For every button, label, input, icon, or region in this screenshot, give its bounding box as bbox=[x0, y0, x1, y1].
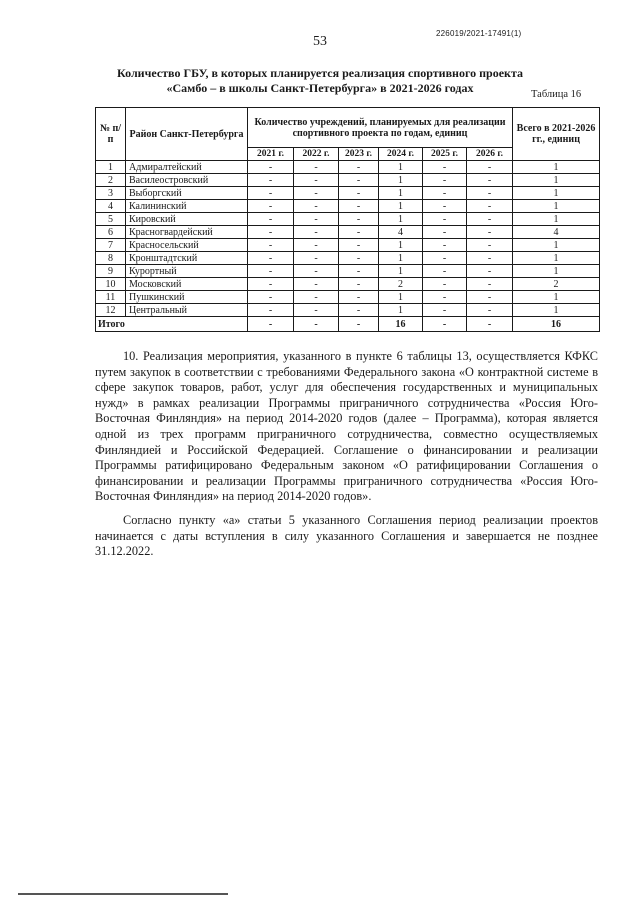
row-value: - bbox=[248, 291, 294, 304]
sambo-schools-table bbox=[95, 107, 600, 332]
row-total: 1 bbox=[513, 187, 600, 200]
header-year: 2025 г. bbox=[423, 148, 467, 161]
row-district: Кронштадтский bbox=[126, 252, 248, 265]
row-value: - bbox=[339, 278, 379, 291]
table-row bbox=[96, 226, 600, 239]
paragraph-10: 10. Реализация мероприятия, указанного в пункте 6 таблицы 13, осуществляется КФКС путем закупок в соответствии с требованиями Федерального закона «О контрактной системе в сфере закупок товаров, работ, услуг для обеспечения государственных и муниципальных нужд» в рамках реализации Программы приграничного сотрудничества «Россия Юго-Восточная Финляндия» на период 2014-2020 годов (далее – Программа), которая является одной из трех программ приграничного сотрудничества, совместно осуществляемых Финляндией и Российской Федерацией. Соглашение о финансировании и реализации Программы ратифицировано Федеральным законом «О ратифицировании Соглашения о финансировании и реализации Программы приграничного сотрудничества «Россия Юго-Восточная Финляндия» на период 2014-2020 годов». bbox=[95, 349, 598, 504]
row-value: - bbox=[248, 304, 294, 317]
table-row bbox=[96, 291, 600, 304]
row-value: 1 bbox=[379, 200, 423, 213]
grand-total: 16 bbox=[513, 317, 600, 332]
row-value: - bbox=[467, 226, 513, 239]
table-row bbox=[96, 278, 600, 291]
row-value: - bbox=[294, 226, 339, 239]
total-value: - bbox=[339, 317, 379, 332]
row-district: Пушкинский bbox=[126, 291, 248, 304]
header-count: Количество учреждений, планируемых для реализации спортивного проекта по годам, единиц bbox=[248, 108, 513, 148]
row-value: - bbox=[339, 265, 379, 278]
row-total: 1 bbox=[513, 200, 600, 213]
row-total: 1 bbox=[513, 174, 600, 187]
header-district: Район Санкт-Петербурга bbox=[126, 108, 248, 161]
header-year: 2021 г. bbox=[248, 148, 294, 161]
row-total: 1 bbox=[513, 161, 600, 174]
row-value: - bbox=[248, 226, 294, 239]
row-value: - bbox=[294, 265, 339, 278]
table-title bbox=[90, 66, 550, 96]
row-value: - bbox=[294, 174, 339, 187]
table-row bbox=[96, 200, 600, 213]
row-value: - bbox=[248, 265, 294, 278]
row-num: 12 bbox=[96, 304, 126, 317]
row-value: - bbox=[467, 278, 513, 291]
row-value: 1 bbox=[379, 187, 423, 200]
row-value: - bbox=[423, 304, 467, 317]
row-value: - bbox=[423, 213, 467, 226]
row-value: - bbox=[423, 252, 467, 265]
row-num: 1 bbox=[96, 161, 126, 174]
table-title-line-1: Количество ГБУ, в которых планируется реализация спортивного проекта bbox=[117, 66, 523, 80]
row-value: 4 bbox=[379, 226, 423, 239]
row-value: - bbox=[423, 226, 467, 239]
row-num: 2 bbox=[96, 174, 126, 187]
row-value: - bbox=[294, 239, 339, 252]
row-total: 4 bbox=[513, 226, 600, 239]
row-value: - bbox=[339, 161, 379, 174]
row-value: - bbox=[294, 252, 339, 265]
row-value: - bbox=[339, 239, 379, 252]
row-district: Центральный bbox=[126, 304, 248, 317]
paragraph-agreement-period: Согласно пункту «а» статьи 5 указанного Соглашения период реализации проектов начинается с даты вступления в силу указанного Соглашения и завершается не позднее 31.12.2022. bbox=[95, 513, 598, 559]
header-year: 2024 г. bbox=[379, 148, 423, 161]
row-value: - bbox=[423, 265, 467, 278]
row-value: - bbox=[339, 291, 379, 304]
total-label: Итого bbox=[96, 317, 248, 332]
row-num: 6 bbox=[96, 226, 126, 239]
row-district: Василеостровский bbox=[126, 174, 248, 187]
row-value: - bbox=[294, 213, 339, 226]
total-value: - bbox=[423, 317, 467, 332]
row-total: 1 bbox=[513, 265, 600, 278]
row-value: - bbox=[339, 200, 379, 213]
table-row bbox=[96, 239, 600, 252]
row-value: - bbox=[423, 239, 467, 252]
row-value: - bbox=[294, 278, 339, 291]
row-value: - bbox=[467, 291, 513, 304]
row-value: - bbox=[339, 252, 379, 265]
page-number: 53 bbox=[313, 34, 327, 49]
header-year: 2023 г. bbox=[339, 148, 379, 161]
row-value: - bbox=[467, 239, 513, 252]
row-value: 1 bbox=[379, 304, 423, 317]
row-value: - bbox=[423, 174, 467, 187]
row-value: 1 bbox=[379, 174, 423, 187]
table-row bbox=[96, 213, 600, 226]
row-value: - bbox=[294, 291, 339, 304]
row-value: - bbox=[423, 278, 467, 291]
row-value: - bbox=[248, 200, 294, 213]
row-num: 4 bbox=[96, 200, 126, 213]
row-value: - bbox=[467, 161, 513, 174]
table-row bbox=[96, 252, 600, 265]
row-district: Адмиралтейский bbox=[126, 161, 248, 174]
total-value: - bbox=[294, 317, 339, 332]
table-row bbox=[96, 174, 600, 187]
total-value: - bbox=[467, 317, 513, 332]
row-value: - bbox=[248, 278, 294, 291]
row-value: - bbox=[339, 226, 379, 239]
header-year: 2026 г. bbox=[467, 148, 513, 161]
header-total: Всего в 2021-2026 гг., единиц bbox=[513, 108, 600, 161]
row-district: Калининский bbox=[126, 200, 248, 213]
row-value: - bbox=[423, 187, 467, 200]
total-value: - bbox=[248, 317, 294, 332]
row-num: 10 bbox=[96, 278, 126, 291]
row-value: - bbox=[248, 161, 294, 174]
row-district: Кировский bbox=[126, 213, 248, 226]
row-total: 2 bbox=[513, 278, 600, 291]
row-value: - bbox=[467, 174, 513, 187]
row-num: 7 bbox=[96, 239, 126, 252]
document-id: 226019/2021-17491(1) bbox=[436, 29, 522, 38]
row-value: - bbox=[248, 174, 294, 187]
row-value: - bbox=[248, 187, 294, 200]
row-value: - bbox=[339, 304, 379, 317]
row-value: - bbox=[339, 187, 379, 200]
row-value: - bbox=[423, 161, 467, 174]
row-value: - bbox=[423, 200, 467, 213]
row-value: - bbox=[294, 304, 339, 317]
row-total: 1 bbox=[513, 239, 600, 252]
table-row bbox=[96, 304, 600, 317]
total-value: 16 bbox=[379, 317, 423, 332]
row-district: Красногвардейский bbox=[126, 226, 248, 239]
row-value: 1 bbox=[379, 213, 423, 226]
table-row bbox=[96, 265, 600, 278]
row-total: 1 bbox=[513, 291, 600, 304]
row-total: 1 bbox=[513, 304, 600, 317]
total-row bbox=[96, 317, 600, 332]
row-value: - bbox=[248, 213, 294, 226]
row-value: - bbox=[339, 213, 379, 226]
row-num: 3 bbox=[96, 187, 126, 200]
row-value: - bbox=[294, 161, 339, 174]
table-row bbox=[96, 187, 600, 200]
table-title-line-2: «Самбо – в школы Санкт-Петербурга» в 2021-2026 годах bbox=[166, 81, 474, 95]
row-num: 11 bbox=[96, 291, 126, 304]
row-num: 8 bbox=[96, 252, 126, 265]
row-num: 9 bbox=[96, 265, 126, 278]
footer-divider bbox=[18, 893, 228, 895]
row-value: 1 bbox=[379, 161, 423, 174]
row-value: - bbox=[248, 252, 294, 265]
row-value: 1 bbox=[379, 291, 423, 304]
row-district: Московский bbox=[126, 278, 248, 291]
row-value: - bbox=[467, 200, 513, 213]
row-value: - bbox=[467, 252, 513, 265]
row-value: 1 bbox=[379, 239, 423, 252]
row-value: - bbox=[467, 265, 513, 278]
row-value: - bbox=[467, 187, 513, 200]
row-value: - bbox=[467, 304, 513, 317]
row-num: 5 bbox=[96, 213, 126, 226]
row-value: 1 bbox=[379, 252, 423, 265]
row-value: - bbox=[467, 213, 513, 226]
row-value: - bbox=[423, 291, 467, 304]
row-total: 1 bbox=[513, 213, 600, 226]
row-value: 2 bbox=[379, 278, 423, 291]
header-num: № п/п bbox=[96, 108, 126, 161]
row-value: - bbox=[339, 174, 379, 187]
row-value: - bbox=[294, 187, 339, 200]
header-year: 2022 г. bbox=[294, 148, 339, 161]
row-value: - bbox=[248, 239, 294, 252]
row-value: 1 bbox=[379, 265, 423, 278]
table-row bbox=[96, 161, 600, 174]
row-district: Красносельский bbox=[126, 239, 248, 252]
table-label: Таблица 16 bbox=[531, 89, 582, 100]
row-district: Выборгский bbox=[126, 187, 248, 200]
row-value: - bbox=[294, 200, 339, 213]
row-total: 1 bbox=[513, 252, 600, 265]
table-body bbox=[96, 161, 600, 332]
row-district: Курортный bbox=[126, 265, 248, 278]
